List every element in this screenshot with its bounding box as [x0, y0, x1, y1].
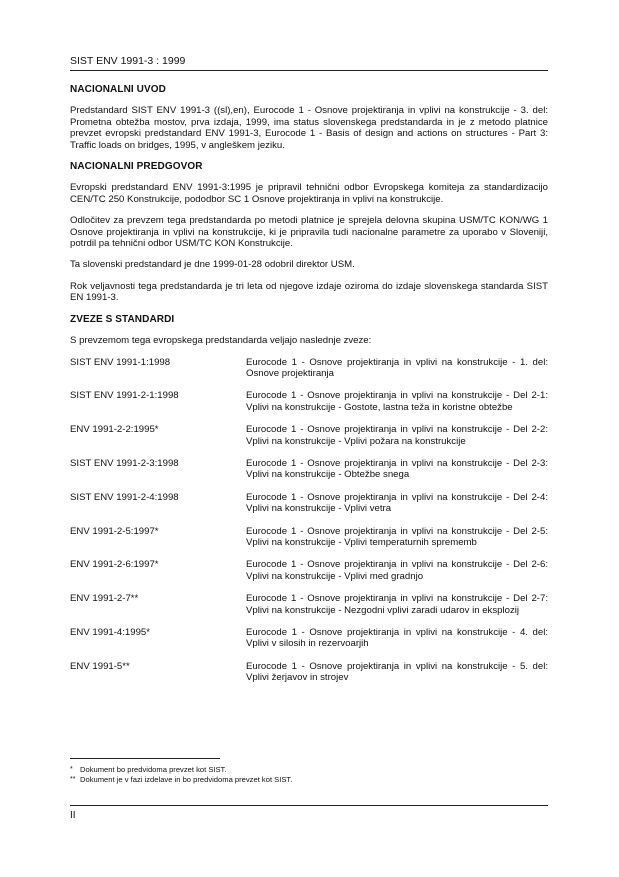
footnote-text: Dokument bo predvidoma prevzet kot SIST.: [80, 765, 227, 774]
paragraph: Predstandard SIST ENV 1991-3 ((sl),en), Eurocode 1 - Osnove projektiranja in vplivi na konstrukcije - 3. del: Prometna obtežba mostov, prva izdaja, 1999, ima status slovenskega predstandarda in je z metodo platnice prevzet evropski predstandard ENV 1991-3, Eurocode 1 - Basis of design and actions on structures - Part 3: Traffic loads on bridges, 1995, v angleškem jeziku.: [70, 105, 548, 151]
reference-code: SIST ENV 1991-2-4:1998: [70, 491, 179, 503]
reference-description: Eurocode 1 - Osnove projektiranja in vplivi na konstrukcije - 5. del: Vplivi žerjavov in strojev: [246, 660, 548, 684]
reference-row: [70, 390, 548, 413]
reference-row: [70, 559, 548, 582]
section-heading: NACIONALNI PREDGOVOR: [70, 161, 203, 173]
paragraph: Rok veljavnosti tega predstandarda je tri leta od njegove izdaje oziroma do izdaje slovenskega standarda SIST EN 1991-3.: [70, 280, 548, 304]
paragraph: Evropski predstandard ENV 1991-3:1995 je pripravil tehnični odbor Evropskega komiteja za standardizacijo CEN/TC 250 Konstrukcije, pododbor SC 1 Osnove projektiranja in vplivi na konstrukcije.: [70, 182, 548, 205]
footnote-divider: [70, 758, 220, 759]
reference-row: [70, 526, 548, 549]
page-number: II: [70, 810, 76, 821]
reference-row: [70, 357, 548, 380]
footnote-mark: *: [70, 766, 73, 773]
document-header: SIST ENV 1991-3 : 1999: [70, 55, 186, 67]
reference-description: Eurocode 1 - Osnove projektiranja in vplivi na konstrukcije - 1. del: Osnove projektiranja: [246, 356, 548, 379]
reference-code: SIST ENV 1991-1:1998: [70, 356, 171, 368]
section-heading: NACIONALNI UVOD: [70, 84, 166, 95]
reference-description: Eurocode 1 - Osnove projektiranja in vplivi na konstrukcije - 4. del: Vplivi v silosih in rezervoarjih: [246, 627, 548, 650]
section-nacionalni-predgovor: [70, 161, 548, 304]
reference-row: [70, 458, 548, 481]
footnotes: [70, 765, 292, 785]
reference-description: Eurocode 1 - Osnove projektiranja in vplivi na konstrukcije - Del 2-1: Vplivi na konstrukcije - Gostote, lastna teža in koristne obtežbe: [246, 390, 548, 413]
reference-code: ENV 1991-5**: [70, 660, 130, 672]
document-body: [70, 84, 548, 695]
reference-code: ENV 1991-2-5:1997*: [70, 525, 159, 537]
reference-row: [70, 593, 548, 616]
section-zveze-s-standardi: [70, 314, 548, 684]
reference-description: Eurocode 1 - Osnove projektiranja in vplivi na konstrukcije - Del 2-6: Vplivi na konstrukcije - Vplivi med gradnjo: [246, 559, 548, 582]
reference-description: Eurocode 1 - Osnove projektiranja in vplivi na konstrukcije - Del 2-5: Vplivi na konstrukcije - Vplivi temperaturnih sprememb: [246, 525, 548, 548]
paragraph: Odločitev za prevzem tega predstandarda po metodi platnice je sprejela delovna skupina USM/TC KON/WG 1 Osnove projektiranja in vplivi na konstrukcije, ki je pripravila tudi nacionalne parametre za uporabo v Sloveniji, potrdil pa tehnični odbor USM/TC KON Konstrukcije.: [70, 215, 548, 250]
header-divider: [70, 70, 548, 71]
reference-description: Eurocode 1 - Osnove projektiranja in vplivi na konstrukcije - Del 2-7: Vplivi na konstrukcije - Nezgodni vplivi zaradi udarov in eksplozij: [246, 593, 548, 616]
paragraph: Ta slovenski predstandard je dne 1999-01-28 odobril direktor USM.: [70, 259, 355, 271]
footer-divider: [70, 805, 548, 806]
reference-code: ENV 1991-2-6:1997*: [70, 559, 159, 571]
reference-row: [70, 661, 548, 684]
reference-description: Eurocode 1 - Osnove projektiranja in vplivi na konstrukcije - Del 2-3: Vplivi na konstrukcije - Obtežbe snega: [246, 457, 548, 481]
reference-row: [70, 627, 548, 650]
reference-row: [70, 424, 548, 447]
section-nacionalni-uvod: [70, 84, 548, 151]
reference-code: ENV 1991-4:1995*: [70, 627, 151, 638]
paragraph: S prevzemom tega evropskega predstandarda veljajo naslednje zveze:: [70, 335, 372, 347]
reference-code: ENV 1991-2-2:1995*: [70, 424, 159, 436]
reference-row: [70, 492, 548, 515]
footnote-mark: **: [70, 776, 76, 783]
section-heading: ZVEZE S STANDARDI: [70, 313, 175, 325]
footnote: [70, 775, 292, 785]
reference-list: [70, 357, 548, 684]
reference-code: ENV 1991-2-7**: [70, 593, 139, 605]
reference-description: Eurocode 1 - Osnove projektiranja in vplivi na konstrukcije - Del 2-2: Vplivi na konstrukcije - Vplivi požara na konstrukcije: [246, 424, 548, 447]
reference-description: Eurocode 1 - Osnove projektiranja in vplivi na konstrukcije - Del 2-4: Vplivi na konstrukcije - Vplivi vetra: [246, 491, 548, 515]
reference-code: SIST ENV 1991-2-1:1998: [70, 390, 179, 402]
footnote-text: Dokument je v fazi izdelave in bo predvidoma prevzet kot SIST.: [80, 775, 293, 784]
reference-code: SIST ENV 1991-2-3:1998: [70, 457, 179, 469]
footnote: [70, 765, 292, 775]
